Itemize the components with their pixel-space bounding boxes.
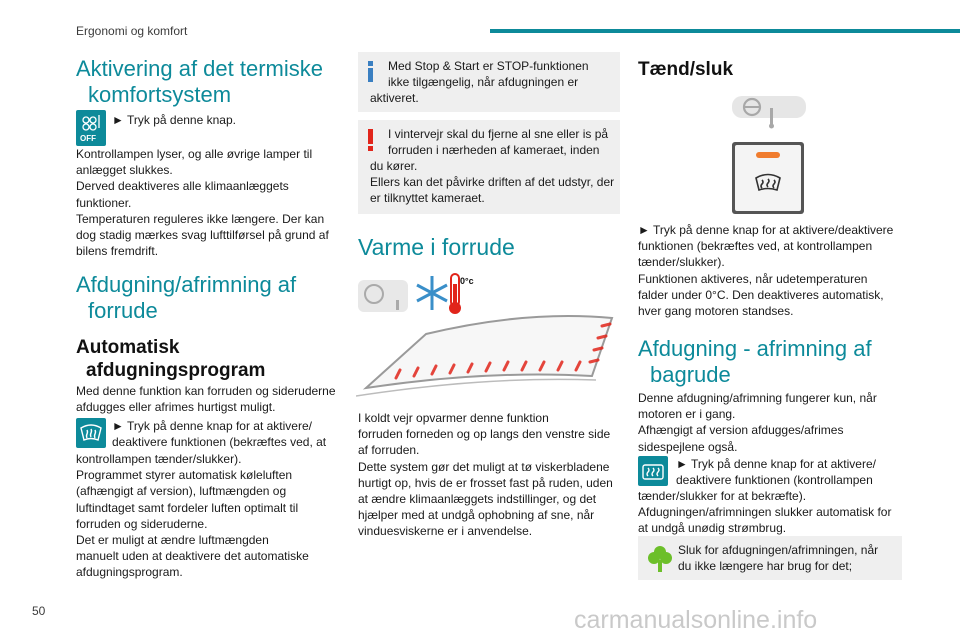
column-1 [76,56,344,108]
text-line: funktioner. [76,195,132,210]
subsection-auto-demist [76,336,344,382]
text-line: afdugningsprogram. [76,565,183,580]
text-line: dog stadig mærkes svag lufttilførsel på grund af [76,228,329,243]
title-line: Afdugning/afrimning af [76,272,297,297]
info-note [358,52,620,112]
footer-watermark: carmanualsonline.info [574,606,818,634]
text-line: Afdugningen/afrimningen slukker automatisk for [638,505,892,520]
info-icon [368,61,373,81]
thermal-body [76,146,346,259]
subtitle-line: afdugningsprogram [86,360,266,381]
warning-icon [368,129,373,151]
text-line: at undgå unødig strømbrug. [638,521,787,536]
text-line: du kører. [370,159,418,173]
rear-demist-body-2 [638,488,908,537]
text-line: hver gang motoren standses. [638,304,794,319]
text-line: ► Tryk på denne knap for at aktivere/deaktivere [638,223,894,237]
eco-tree-icon [648,544,672,574]
rear-demist-body [638,390,908,455]
text-line: Temperaturen reguleres ikke længere. Der kan [76,211,325,226]
title-line: Afdugning - afrimning af [638,336,872,361]
text-line: kontrollampen tænder/slukker). [76,452,242,466]
windscreen-heat-icon [753,170,783,196]
text-line: I vintervejr skal du fjerne al sne eller is på [388,127,609,141]
text-line: Afhængigt af version afdugges/afrimes [638,423,844,438]
rear-demist-button-icon [638,456,668,486]
text-line: hurtigt op, hvis de er frosset fast på ruden, uden [358,475,613,490]
heated-windscreen-body [358,410,620,540]
demist-intro [76,383,356,415]
text-line: er tilknyttet kameraet. [370,191,485,205]
text-line: tænder/slukker for at bekræfte). [638,489,807,503]
text-line: bilens fremdrift. [76,244,159,259]
subtitle-line: Automatisk [76,337,180,358]
comfort-off-button-icon [76,110,106,146]
text-line: Ellers kan det påvirke driften af det udstyr, der [370,175,615,189]
temperature-label: 0°c [460,276,474,286]
running-header: Ergonomi og komfort [76,24,188,38]
text-line: Programmet styrer automatisk køleluften [76,468,293,483]
text-line: motoren er i gang. [638,407,736,422]
text-line: hjælper med at undgå ophobning af sne, når [358,508,595,523]
text-line: af forruden. [358,443,420,458]
windscreen-demist-button-icon [76,418,106,448]
text-line: du ikke længere har brug for det; [678,559,853,573]
text-line: vinduesviskerne er i anvendelse. [358,524,533,539]
text-line: Derved deaktiveres alle klimaanlæggets [76,179,289,194]
text-line: (afhængigt af version), luftmængden og [76,484,287,499]
eco-note [638,536,902,580]
text-line: sidespejlene også. [638,439,738,454]
page-number: 50 [32,604,46,618]
title-line: Aktivering af det termiske [76,56,323,81]
header-accent-bar [490,29,960,33]
text-line: forruden forneden og op langs den venstre side [358,427,611,442]
text-line: Denne afdugning/afrimning fungerer kun, når [638,391,877,405]
text-line: falder under 0°C. Den deaktiveres automatisk, [638,287,884,302]
text-line: ► Tryk på denne knap for at aktivere/ [676,457,876,471]
title-line: bagrude [650,362,731,387]
title-line: komfortsystem [88,82,232,107]
text-line: Funktionen aktiveres, når udetemperaturen [638,271,868,286]
section-title-thermal-comfort [76,56,344,108]
off-label: OFF [80,134,96,143]
text-line: funktionen (bekræftes ved, at kontrollampen [638,239,873,254]
step-demist-button [112,418,352,450]
section-title-rear-demist [638,336,908,388]
section-title-on-off: Tænd/sluk [638,59,734,80]
section-title-windscreen-demist [76,272,344,324]
text-line: deaktivere funktionen (bekræftes ved, at [112,435,327,450]
step-press-button: ► Tryk på denne knap. [112,113,236,127]
text-line: ikke tilgængelig, når afdugningen er [388,75,579,89]
text-line: tænder/slukker). [638,255,725,270]
text-line: at ændre klimaanlæggets indstillinger, og det [358,492,597,507]
text-line: afdugges eller afrimes hurtigst muligt. [76,400,276,415]
text-line: forruden i nærheden af kameraet, inden [388,143,600,157]
text-line: Sluk for afdugningen/afrimningen, når [678,543,879,557]
text-line: luftindtaget samt fordeler luften optimalt til [76,500,299,515]
steering-wheel-icon [732,96,806,130]
text-line: Dette system gør det muligt at tø viskerbladene [358,459,610,474]
text-line: Det er muligt at ændre luftmængden [76,533,269,548]
demist-body [76,451,356,581]
heated-windscreen-illustration [356,270,622,400]
title-line: forrude [88,298,158,323]
text-line: Med denne funktion kan forruden og sideruderne [76,384,336,398]
step-rear-demist [676,456,906,488]
text-line: Med Stop & Start er STOP-funktionen [388,59,589,73]
text-line: deaktivere funktionen (kontrollampen [676,473,873,488]
text-line: Kontrollampen lyser, og alle øvrige lamper til [76,147,313,161]
indicator-lamp [756,152,780,158]
section-title-heated-windscreen: Varme i forrude [358,234,515,260]
text-line: aktiveret. [370,91,419,105]
warning-note [358,120,620,214]
text-line: I koldt vejr opvarmer denne funktion [358,411,549,425]
text-line: ► Tryk på denne knap for at aktivere/ [112,419,312,433]
heated-windscreen-button [732,142,804,214]
text-line: manuelt uden at deaktivere det automatiske [76,549,309,564]
on-off-body [638,222,908,319]
text-line: forruden og sideruderne. [76,516,208,531]
text-line: anlægget slukkes. [76,163,173,178]
